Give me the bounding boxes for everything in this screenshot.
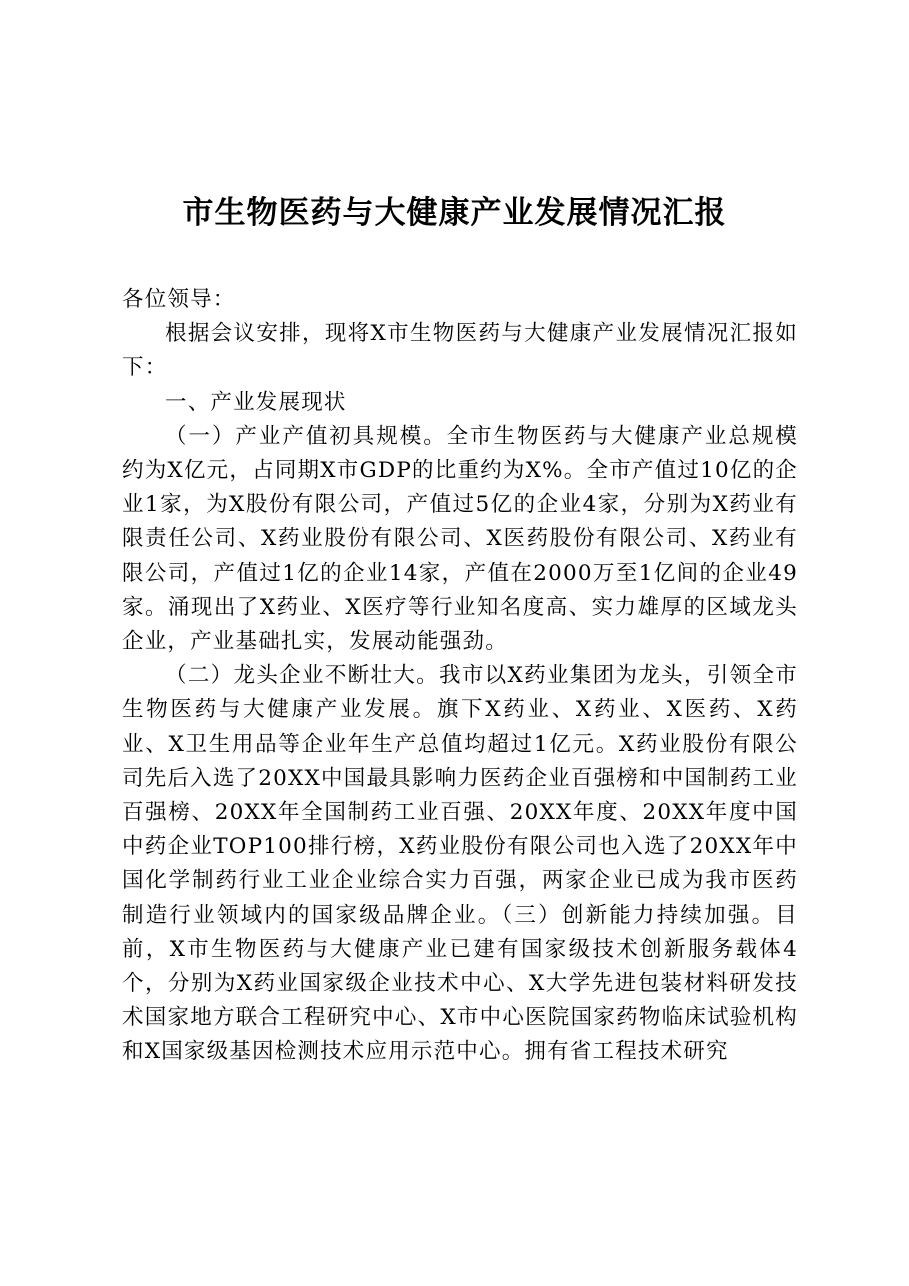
document-body [122, 283, 798, 1070]
salutation: 各位领导： [122, 287, 236, 312]
paragraph-intro: 根据会议安排，现将X市生物医药与大健康产业发展情况汇报如下： [122, 321, 798, 381]
document-title: 市生物医药与大健康产业发展情况汇报 [182, 195, 727, 231]
paragraph-industry-output: （一）产业产值初具规模。全市生物医药与大健康产业总规模约为X亿元，占同期X市GDP的比重约为X%。全市产值过10亿的企业1家，为X股份有限公司，产值过5亿的企业4家，分别为X药业有限责任公司、X药业股份有限公司、X医药股份有限公司、X药业有限公司，产值过1亿的企业14家，产值在2000万至1亿间的企业49家。涌现出了X药业、X医疗等行业知名度高、实力雄厚的区域龙头企业，产业基础扎实，发展动能强劲。 [122, 423, 798, 655]
paragraph-leading-enterprises: （二）龙头企业不断壮大。我市以X药业集团为龙头，引领全市生物医药与大健康产业发展。旗下X药业、X药业、X医药、X药业、X卫生用品等企业年生产总值均超过1亿元。X药业股份有限公司先后入选了20XX中国最具影响力医药企业百强榜和中国制药工业百强榜、20XX年全国制药工业百强、20XX年度、20XX年度中国中药企业TOP100排行榜，X药业股份有限公司也入选了20XX年中国化学制药行业工业企业综合实力百强，两家企业已成为我市医药制造行业领域内的国家级品牌企业。（三）创新能力持续加强。目前，X市生物医药与大健康产业已建有国家级技术创新服务载体4个，分别为X药业国家级企业技术中心、X大学先进包装材料研发技术国家地方联合工程研究中心、X市中心医院国家药物临床试验机构和X国家级基因检测技术应用示范中心。拥有省工程技术研究 [122, 663, 798, 1065]
section-heading-1: 一、产业发展现状 [165, 389, 347, 415]
